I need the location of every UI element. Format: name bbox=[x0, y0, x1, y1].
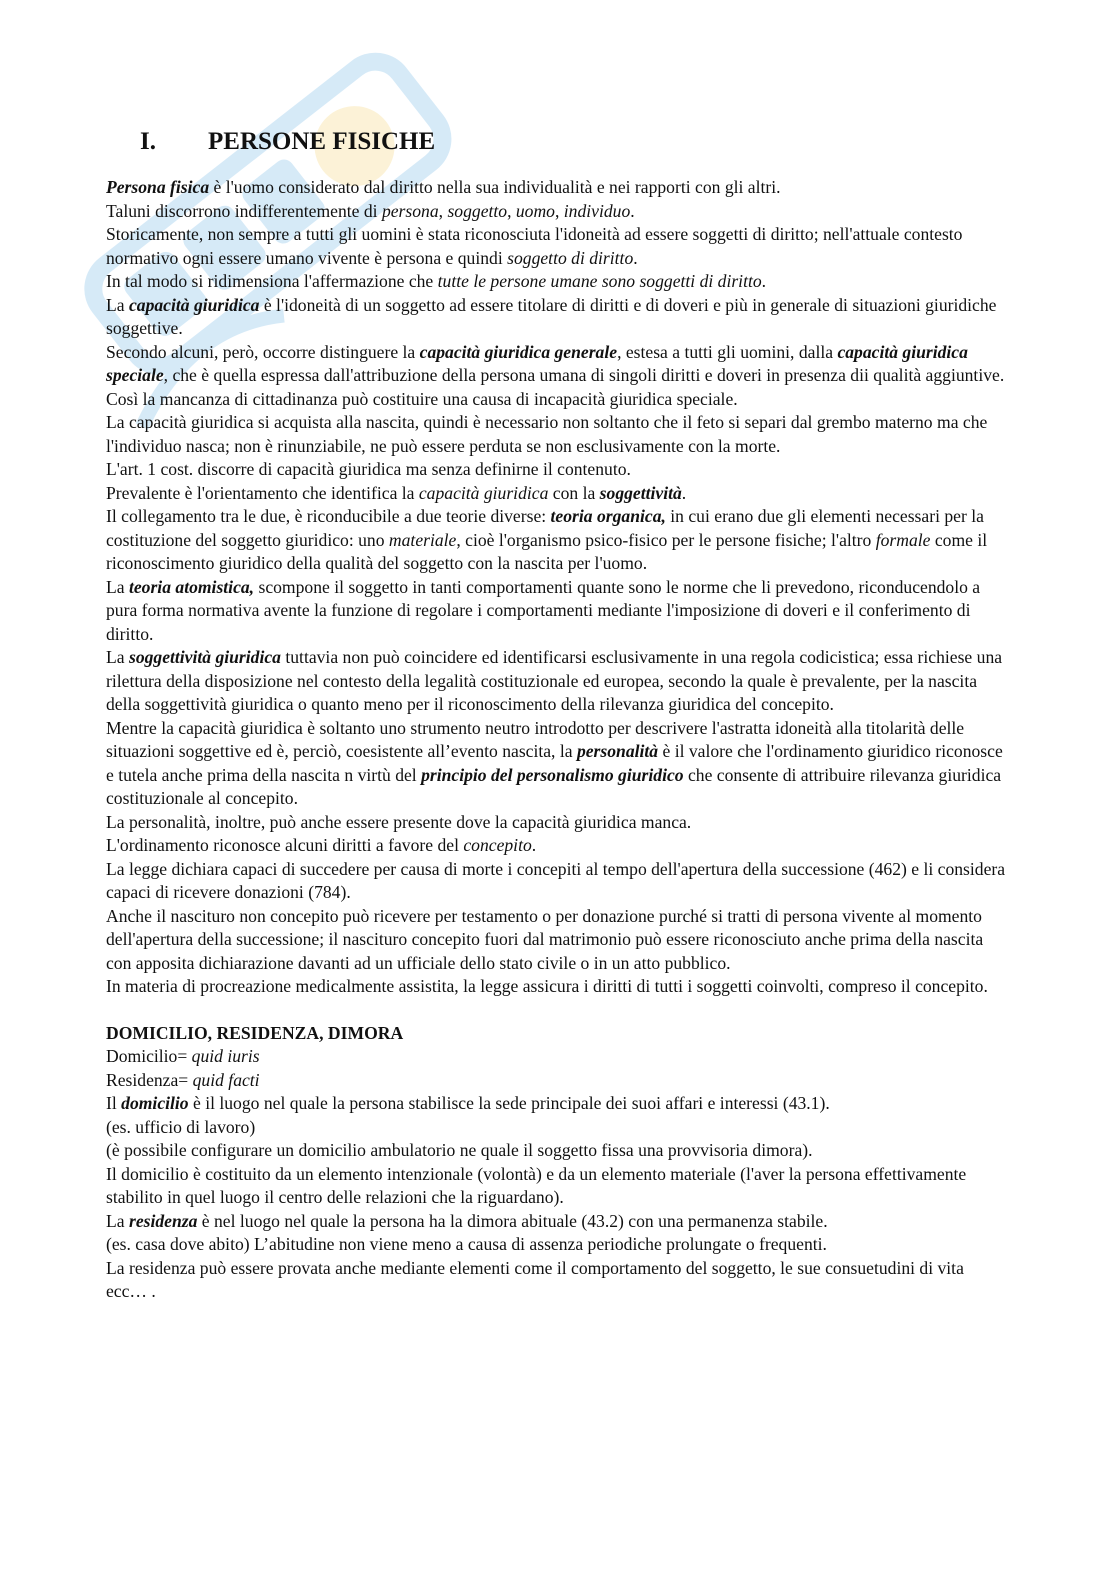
paragraph: Persona fisica è l'uomo considerato dal diritto nella sua individualità e nei rapporti con gli altri. bbox=[106, 177, 781, 197]
paragraph: In tal modo si ridimensiona l'affermazione che tutte le persone umane sono soggetti di diritto. bbox=[106, 271, 767, 291]
paragraph: Residenza= quid facti bbox=[106, 1069, 260, 1090]
paragraph: Anche il nascituro non concepito può ricevere per testamento o per donazione purché si tratti di persona vivente al momento dell'apertura della successione; il nascituro concepito fuori dal matrimonio può essere riconosciuto anche prima della nascita con apposita dichiarazione davanti ad un ufficiale dello stato civile o in un atto pubblico. bbox=[106, 905, 984, 973]
paragraph: La residenza è nel luogo nel quale la persona ha la dimora abituale (43.2) con una permanenza stabile. bbox=[106, 1210, 828, 1231]
section-heading: DOMICILIO, RESIDENZA, DIMORA bbox=[106, 1022, 404, 1043]
paragraph: La residenza può essere provata anche mediante elementi come il comportamento del soggetto, le sue consuetudini di vita ecc… . bbox=[106, 1257, 964, 1301]
paragraph: Prevalente è l'orientamento che identifica la capacità giuridica con la soggettività. bbox=[106, 482, 687, 503]
paragraph: Secondo alcuni, però, occorre distinguere la capacità giuridica generale, estesa a tutti gli uomini, dalla capacità giuridica speciale, che è quella espressa dall'attribuzione della persona umana di singoli diritti e doveri in presenza dii qualità aggiuntive. bbox=[106, 341, 1005, 385]
page-title bbox=[140, 128, 1006, 156]
paragraph: Il domicilio è costituito da un elemento intenzionale (volontà) e da un elemento materiale (l'aver la persona effettivamente stabilito in quel luogo il centro delle relazioni che la riguardano). bbox=[106, 1163, 967, 1207]
paragraph: Domicilio= quid iuris bbox=[106, 1046, 260, 1066]
title-number: I. bbox=[140, 128, 156, 155]
paragraph: (es. casa dove abito) L’abitudine non viene meno a causa di assenza periodiche prolungate o frequenti. bbox=[106, 1234, 827, 1254]
paragraph: La soggettività giuridica tuttavia non può coincidere ed identificarsi esclusivamente in una regola codicistica; essa richiese una rilettura della disposizione nel contesto della legalità costituzionale ed europea, secondo la quale è prevalente, per la nascita della soggettività giuridica o quanto meno per il riconoscimento della rilevanza giuridica del concepito. bbox=[106, 647, 1003, 714]
paragraph: Il domicilio è il luogo nel quale la persona stabilisce la sede principale dei suoi affari e interessi (43.1). bbox=[106, 1093, 830, 1113]
body-text bbox=[106, 176, 1006, 1304]
paragraph: Il collegamento tra le due, è riconducibile a due teorie diverse: teoria organica, in cui erano due gli elementi necessari per la costituzione del soggetto giuridico: uno materiale, cioè l'organismo psico-fisico per le persone fisiche; l'altro formale come il riconoscimento giuridico della qualità del soggetto con la nascita per l'uomo. bbox=[106, 506, 988, 573]
paragraph: (è possibile configurare un domicilio ambulatorio ne quale il soggetto fissa una provvisoria dimora). bbox=[106, 1140, 813, 1160]
paragraph: La capacità giuridica è l'idoneità di un soggetto ad essere titolare di diritti e di doveri e più in generale di situazioni giuridiche soggettive. bbox=[106, 294, 997, 338]
paragraph: Taluni discorrono indifferentemente di persona, soggetto, uomo, individuo. bbox=[106, 200, 635, 221]
paragraph: La personalità, inoltre, può anche essere presente dove la capacità giuridica manca. bbox=[106, 811, 692, 832]
paragraph: Mentre la capacità giuridica è soltanto uno strumento neutro introdotto per descrivere l'astratta idoneità alla titolarità delle situazioni soggettive ed è, perciò, coesistente all’evento nascita, la personalità è il valore che l'ordinamento giuridico riconosce e tutela anche prima della nascita n virtù del principio del personalismo giuridico che consente di attribuire rilevanza giuridica costituzionale al concepito. bbox=[106, 717, 1003, 808]
paragraph: L'ordinamento riconosce alcuni diritti a favore del concepito. bbox=[106, 835, 537, 855]
title-text: PERSONE FISICHE bbox=[208, 128, 436, 155]
paragraph: La teoria atomistica, scompone il soggetto in tanti comportamenti quante sono le norme che li prevedono, riconducendolo a pura forma normativa avente la funzione di regolare i comportamenti mediante l'imposizione di doveri e il conferimento di diritto. bbox=[106, 576, 981, 644]
paragraph: L'art. 1 cost. discorre di capacità giuridica ma senza definirne il contenuto. bbox=[106, 459, 631, 479]
paragraph: In materia di procreazione medicalmente assistita, la legge assicura i diritti di tutti i soggetti coinvolti, compreso il concepito. bbox=[106, 976, 988, 996]
document-page bbox=[106, 128, 1006, 1304]
paragraph: (es. ufficio di lavoro) bbox=[106, 1116, 256, 1137]
paragraph: Storicamente, non sempre a tutti gli uomini è stata riconosciuta l'idoneità ad essere soggetti di diritto; nell'attuale contesto normativo ogni essere umano vivente è persona e quindi soggetto di diritto. bbox=[106, 224, 963, 268]
paragraph: La capacità giuridica si acquista alla nascita, quindi è necessario non soltanto che il feto si separi dal grembo materno ma che l'individuo nasca; non è rinunziabile, ne può essere perduta se non esclusivamente con la morte. bbox=[106, 412, 988, 456]
paragraph: La legge dichiara capaci di succedere per causa di morte i concepiti al tempo dell'apertura della successione (462) e li considera capaci di ricevere donazioni (784). bbox=[106, 858, 1006, 902]
paragraph: Così la mancanza di cittadinanza può costituire una causa di incapacità giuridica speciale. bbox=[106, 388, 738, 409]
